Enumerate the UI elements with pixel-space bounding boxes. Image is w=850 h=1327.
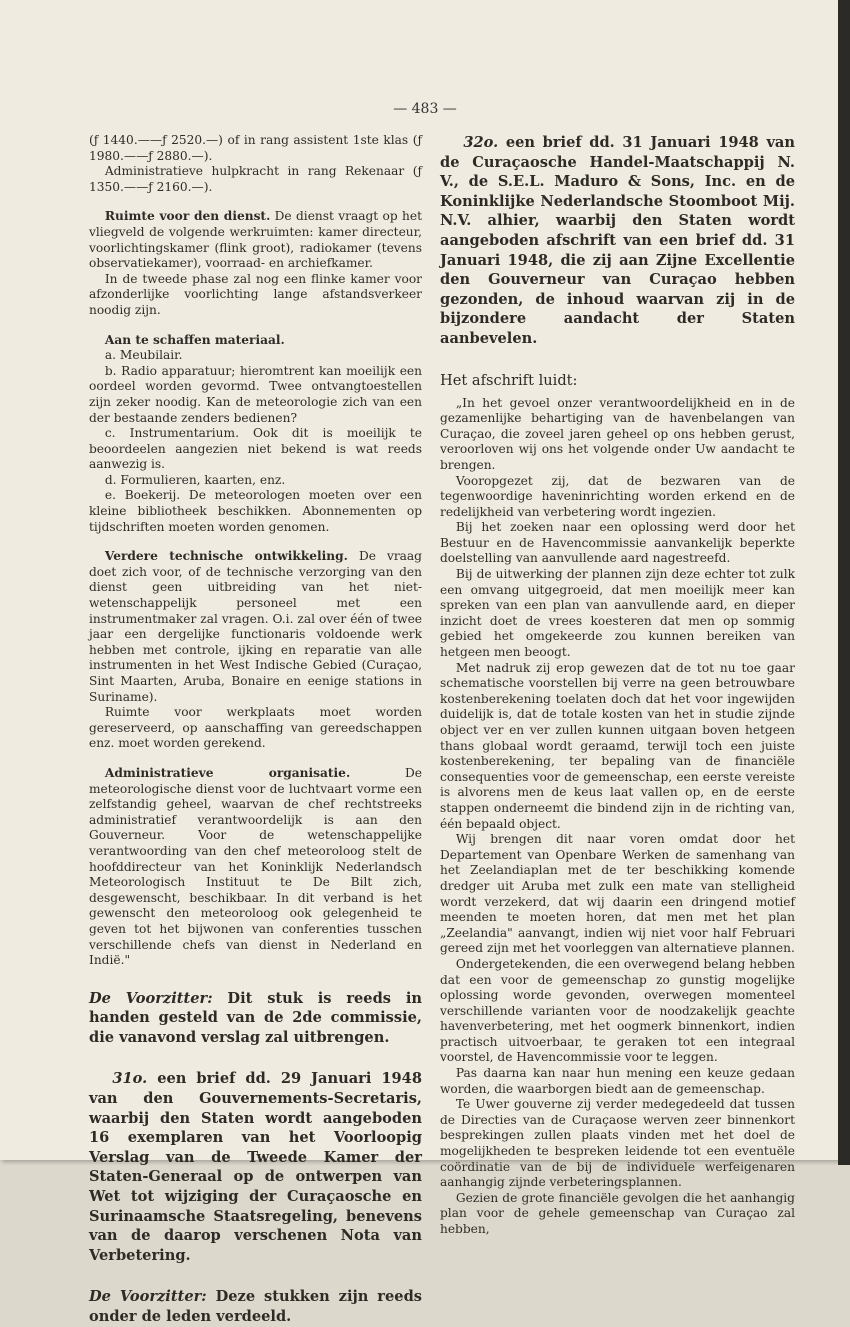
letter-p5: Met nadruk zij erop gewezen dat de tot nu toe gaar schematische voorstellen bij verre na geen betrouwbare kostenberekening toelaten doch dat het voor ingewijden duidelijk is, dat de totale kosten van het in studie zijnde object ver en ver zullen kunnen uitgaan boven hetgeen thans globaal wordt geraamd, terwijl toch een juiste kostenberekening, ter bepaling van de financiële consequenties voor de gemeenschap, een eerste vereiste is alvorens men de keus laat vallen op, en de eerste stappen onderneemt die bindend zijn in de richting van, één bepaald object.: [440, 660, 795, 831]
voorzitter-2-label: De Voorzitter:: [89, 1288, 207, 1306]
letter-p6: Wij brengen dit naar voren omdat door het Departement van Openbare Werken de samenhang van het Zeelandiaplan met de ter beschikking komende dredger uit Aruba met zulk een mate van stelligheid wordt verzekerd, dat wij daarin een dringend motief meenden te moeten horen, dat men met het plan „Zeelandia" aanvangt, indien wij niet voor half Februari gereed zijn met het voorleggen van alternatieve plannen.: [440, 832, 795, 956]
item-31: [89, 1069, 422, 1265]
ruimte-text: De dienst vraagt op het vliegveld de volgende werkruimten: kamer directeur, voorlichtingskamer (flink groot), radiokamer (tevens observatiekamer), voorraad- en archiefkamer.: [89, 209, 422, 271]
phase-paragraph: In de tweede phase zal nog een flinke kamer voor afzonderlijke voorlichting lange afstandsverkeer noodig zijn.: [89, 271, 422, 317]
verdere-title: Verdere technische ontwikkeling.: [104, 549, 348, 564]
item-b: b. Radio apparatuur; hieromtrent kan moeilijk een oordeel worden gevormd. Twee ontvangtoestellen zijn zeker noodig. Kan de meteorologie zich van een der bestaande zenders bedienen?: [89, 363, 422, 425]
right-large-print: [440, 133, 795, 349]
item-e: e. Boekerij. De meteorologen moeten over een kleine bibliotheek beschikken. Abonnementen op tijdschriften moeten worden genomen.: [89, 488, 422, 534]
scan-edge: [838, 0, 850, 1165]
aan-title-text: Aan te schaffen materiaal.: [104, 332, 285, 347]
letter-p1: „In het gevoel onzer verantwoordelijkheid en in de gezamenlijke behartiging van de havenbelangen van Curaçao, die zoveel jaren geheel op ons hebben gerust, veroorloven wij ons het volgende onder Uw aandacht te brengen.: [440, 395, 795, 472]
item-32-text: een brief dd. 31 Januari 1948 van de Curaçaosche Handel-Maatschappij N. V., de S.E.L. Maduro & Sons, Inc. en de Koninklijke Nederlandsche Stoomboot Mij. N.V. alhier, waarbij den Staten wordt aangeboden afschrift van een brief dd. 31 Januari 1948, die zij aan Zijne Excellentie den Gouverneur van Curaçao hebben gezonden, de inhoud waarvan zij in de bijzondere aandacht der Staten aanbevelen.: [440, 134, 795, 347]
item-32: [440, 133, 795, 349]
voorzitter-2-text: Deze stukken zijn reeds onder de leden verdeeld.: [89, 1288, 422, 1325]
ruimte-title: Ruimte voor den dienst.: [104, 209, 271, 224]
item-a: a. Meubilair.: [104, 348, 183, 363]
admin-text: De meteorologische dienst voor de luchtvaart vorme een zelfstandig geheel, waarvan de chef rechtstreeks administratief verantwoordelijk is aan den Gouverneur. Voor de wetenschappelijke verantwoording van den chef meteoroloog stelt de hoofddirecteur van het Koninklijk Nederlandsch Meteorologisch Instituut te De Bilt zich, desgewenscht, beschikbaar. In dit verband is het gewenscht den meteoroloog ook gelegenheid te geven tot het bijwonen van conferenties tusschen verschillende chefs van dienst in Nederland en Indië.": [89, 765, 422, 968]
letter-p2: Vooropgezet zij, dat de bezwaren van de tegenwoordige haveninrichting worden erkend en de redelijkheid van verbetering wordt ingezien.: [440, 473, 795, 519]
salary-line-1: (ƒ 1440.——ƒ 2520.—) of in rang assistent 1ste klas (ƒ 1980.——ƒ 2880.—).: [89, 133, 422, 163]
werkplaats-paragraph: Ruimte voor werkplaats moet worden gereserveerd, op aanschaffing van gereedschappen enz. moet worden gerekend.: [89, 705, 422, 751]
voorzitter-1-label: De Voorzitter:: [89, 989, 213, 1007]
verdere-text: De vraag doet zich voor, of de technische verzorging van den dienst geen uitbreiding van het niet-wetenschappelijk personeel met een instrumentmaker zal vragen. O.i. zal over één of twee jaar een dergelijke functionaris voldoende werk hebben met controle, ijking en reparatie van alle instrumenten in het West Indische Gebied (Curaçao, Sint Maarten, Aruba, Bonaire en eenige stations in Suriname).: [89, 549, 422, 704]
item-31-num: 31o.: [112, 1070, 148, 1088]
letter-p3: Bij het zoeken naar een oplossing werd door het Bestuur en de Havencommissie aanvankelijk beperkte doelstelling van aanvullende aard nagestreefd.: [440, 520, 795, 566]
voorzitter-1: [89, 989, 422, 1048]
ruimte-paragraph: [89, 209, 422, 271]
afschrift-heading: Het afschrift luidt:: [440, 371, 578, 389]
right-small-print: [440, 396, 795, 1238]
right-column: [440, 133, 795, 1238]
voorzitter-1-text: Dit stuk is reeds in handen gesteld van de 2de commissie, die vanavond verslag zal uitbrengen.: [89, 989, 422, 1046]
item-c: c. Instrumentarium. Ook dit is moeilijk te beoordeelen aangezien niet bekend is wat reeds aanwezig is.: [89, 426, 422, 472]
letter-p9: Te Uwer gouverne zij verder medegedeeld dat tussen de Directies van de Curaçaose werven zeer binnenkort besprekingen zullen plaats vinden met het doel de mogelijkheden te bespreken leidende tot een eventuële coördinatie van de bij de individuele werfeigenaren aanhangig zijnde verbeteringsplannen.: [440, 1097, 795, 1190]
item-32-num: 32o.: [463, 134, 499, 151]
letter-p8: Pas daarna kan naar hun mening een keuze gedaan worden, die waarborgen biedt aan de gemeenschap.: [440, 1066, 795, 1096]
admin-paragraph: [89, 766, 422, 969]
item-d: d. Formulieren, kaarten, enz.: [104, 472, 286, 487]
left-large-print: [89, 989, 422, 1327]
letter-p7: Ondergetekenden, die een overwegend belang hebben dat een voor de gemeenschap zo gunstig mogelijke oplossing worde gevonden, overwegen momenteel verschillende varianten voor de noodzakelijk geachte havenverbetering, met het oogmerk binnenkort, indien practisch uitvoerbaar, te geraken tot een integraal voorstel, de Havencommissie voor te leggen.: [440, 956, 795, 1065]
aan-title: [89, 333, 422, 349]
admin-title: Administratieve organisatie.: [104, 765, 351, 780]
salary-line-2: Administratieve hulpkracht in rang Rekenaar (ƒ 1350.——ƒ 2160.—).: [89, 164, 422, 194]
letter-p4: Bij de uitwerking der plannen zijn deze echter tot zulk een omvang uitgegroeid, dat men moeilijk meer kan spreken van een plan van aanvullende aard, en dieper inzicht doet de vrees koesteren dat men op sommig gebied het omgekeerde zou kunnen bereiken van hetgeen men beoogt.: [440, 567, 795, 660]
page-number: — 483 —: [393, 101, 457, 117]
letter-p10: Gezien de grote financiële gevolgen die het aanhangig plan voor de gehele gemeenschap van Curaçao zal hebben,: [440, 1190, 795, 1236]
item-31-text: een brief dd. 29 Januari 1948 van den Gouvernements-Secretaris, waarbij den Staten wordt aangeboden 16 exemplaren van het Voorloopig Verslag van de Tweede Kamer der Staten-Generaal op de ontwerpen van Wet tot wijziging der Curaçaosche en Surinaamsche Staatsregeling, benevens van de daarop verschenen Nota van Verbetering.: [89, 1070, 422, 1264]
voorzitter-2: [89, 1287, 422, 1326]
left-column: [89, 133, 422, 1327]
verdere-paragraph: [89, 549, 422, 705]
left-small-print: [89, 133, 422, 969]
